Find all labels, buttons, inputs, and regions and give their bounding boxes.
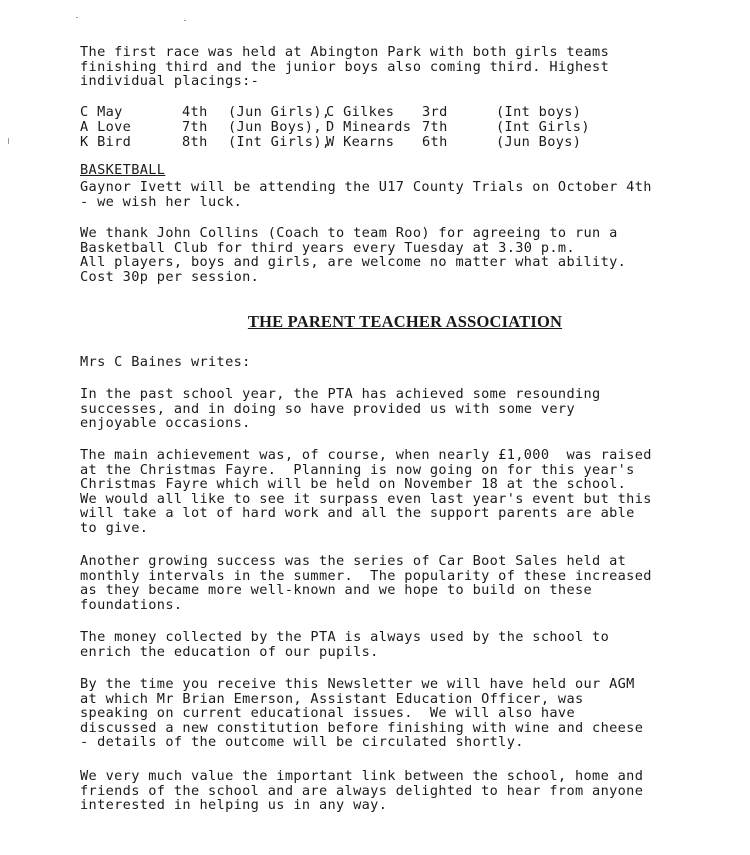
scan-speck	[76, 17, 78, 18]
athlete-place: 7th	[182, 119, 208, 135]
pta-heading: THE PARENT TEACHER ASSOCIATION	[247, 312, 563, 331]
athlete-place: 3rd	[422, 104, 448, 120]
athlete-group: (Jun Girls),	[228, 104, 331, 120]
athlete-place: 8th	[182, 134, 208, 150]
basketball-paragraph: We thank John Collins (Coach to team Roo) for agreeing to run a Basketball Club for third years every Tuesday at 3.30 p.m. All players, boys and girls, are welcome no matter what ability. Cost 30p per session.	[80, 225, 627, 285]
athlete-name: C May	[80, 104, 123, 120]
pta-paragraph: The main achievement was, of course, when nearly £1,000 was raised at the Christmas Fayre. Planning is now going on for this year's Christmas Fayre which will be held on November 18 at the school. We would all like to see it surpass even last year's event but this will take a lot of hard work and all the support parents are able to give.	[80, 447, 652, 536]
athlete-name: K Bird	[80, 134, 132, 150]
pta-byline: Mrs C Baines writes:	[80, 354, 251, 370]
athlete-group: (Int Girls),	[228, 134, 331, 150]
athlete-name: W Kearns	[326, 134, 395, 150]
pta-paragraph: We very much value the important link between the school, home and friends of the school and are always delighted to hear from anyone interested in helping us in any way.	[80, 768, 644, 814]
athlete-name: D Mineards	[326, 119, 412, 135]
athletics-intro: The first race was held at Abington Park with both girls teams finishing third and the junior boys also coming third. Highest individual placings:-	[80, 44, 610, 90]
basketball-heading: BASKETBALL	[80, 162, 166, 178]
pta-paragraph: Another growing success was the series of Car Boot Sales held at monthly intervals in the summer. The popularity of these increased as they became more well-known and we hope to build on these foundations.	[80, 553, 652, 613]
athlete-group: (Int boys)	[496, 104, 582, 120]
scan-speck	[184, 20, 186, 21]
athlete-place: 6th	[422, 134, 448, 150]
athlete-group: (Jun Boys),	[228, 119, 322, 135]
athlete-name: A Love	[80, 119, 132, 135]
athlete-name: C Gilkes	[326, 104, 395, 120]
pta-paragraph: In the past school year, the PTA has achieved some resounding successes, and in doing so have provided us with some very enjoyable occasions.	[80, 386, 601, 432]
athlete-group: (Int Girls)	[496, 119, 590, 135]
basketball-paragraph: Gaynor Ivett will be attending the U17 County Trials on October 4th - we wish her luck.	[80, 179, 652, 210]
athlete-group: (Jun Boys)	[496, 134, 582, 150]
pta-paragraph: The money collected by the PTA is always used by the school to enrich the education of our pupils.	[80, 629, 610, 660]
scan-speck	[8, 138, 9, 144]
pta-paragraph: By the time you receive this Newsletter we will have held our AGM at which Mr Brian Emerson, Assistant Education Officer, was speaking on current educational issues. We will also have discussed a new constitution before finishing with wine and cheese - details of the outcome will be circulated shortly.	[80, 676, 644, 751]
athlete-place: 4th	[182, 104, 208, 120]
athlete-place: 7th	[422, 119, 448, 135]
